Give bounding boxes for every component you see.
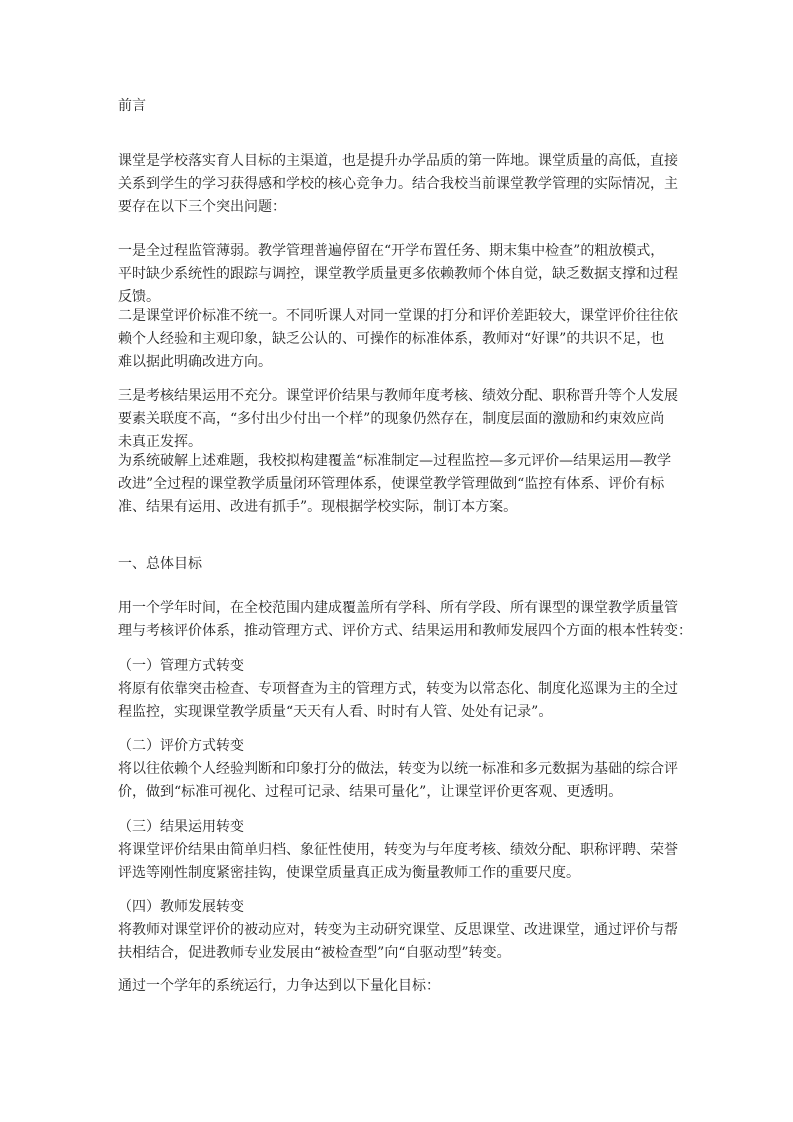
- intro-paragraph: [118, 150, 758, 219]
- section-1-intro: [118, 597, 758, 643]
- section-1-heading: [118, 553, 758, 576]
- problem-2-paragraph: [118, 305, 758, 374]
- text-line: 一是全过程监管薄弱。教学管理普遍停留在“开学布置任务、期末集中检查”的粗放模式，: [118, 243, 665, 259]
- text-line: 用一个学年时间，在全校范围内建成覆盖所有学科、所有学段、所有课型的课堂教学质量管: [118, 600, 678, 616]
- text-line: 要素关联度不高，“多付出少付出一个样”的现象仍然存在，制度层面的激励和约束效应尚: [118, 411, 665, 427]
- preface-heading: [118, 95, 758, 118]
- text-line: 难以据此明确改进方向。: [118, 354, 272, 370]
- item-heading: （三）结果运用转变: [118, 819, 244, 835]
- text-line: 将以往依赖个人经验判断和印象打分的做法，转变为以统一标准和多元数据为基础的综合评: [118, 761, 678, 777]
- goal-item-evaluation: [118, 735, 758, 804]
- text-line: 将教师对课堂评价的被动应对，转变为主动研究课堂、反思课堂、改进课堂，通过评价与帮: [118, 922, 678, 938]
- text-line: 反馈。: [118, 289, 160, 305]
- text-line: 为系统破解上述难题，我校拟构建覆盖“标准制定—过程监控—多元评价—结果运用—教学: [118, 453, 672, 469]
- text-line: 通过一个学年的系统运行，力争达到以下量化目标：: [118, 978, 440, 994]
- item-heading: （二）评价方式转变: [118, 738, 244, 754]
- text-line: 赖个人经验和主观印象，缺乏公认的、可操作的标准体系，教师对“好课”的共识不足，也: [118, 331, 665, 347]
- goal-item-results: [118, 816, 758, 885]
- heading-text: 一、总体目标: [118, 556, 202, 572]
- text-line: 准、结果有运用、改进有抓手”。现根据学校实际，制订本方案。: [118, 499, 518, 515]
- text-line: 二是课堂评价标准不统一。不同听课人对同一堂课的打分和评价差距较大，课堂评价往往依: [118, 308, 678, 324]
- heading-text: 前言: [118, 98, 146, 114]
- solution-paragraph: [118, 450, 758, 519]
- text-line: 关系到学生的学习获得感和学校的核心竞争力。结合我校当前课堂教学管理的实际情况，主: [118, 176, 678, 192]
- text-line: 平时缺少系统性的跟踪与调控，课堂教学质量更多依赖教师个体自觉，缺乏数据支撑和过程: [118, 266, 678, 282]
- closing-paragraph: [118, 975, 758, 998]
- text-line: 价，做到“标准可视化、过程可记录、结果可量化”，让课堂评价更客观、更透明。: [118, 784, 623, 800]
- goal-item-management: [118, 655, 758, 724]
- item-heading: （四）教师发展转变: [118, 899, 244, 915]
- text-line: 将课堂评价结果由简单归档、象征性使用，转变为与年度考核、绩效分配、职称评聘、荣誉: [118, 842, 678, 858]
- text-line: 改进”全过程的课堂教学质量闭环管理体系，使课堂教学管理做到“监控有体系、评价有标: [118, 476, 665, 492]
- text-line: 未真正发挥。: [118, 434, 202, 450]
- text-line: 课堂是学校落实育人目标的主渠道，也是提升办学品质的第一阵地。课堂质量的高低，直接: [118, 153, 678, 169]
- text-line: 程监控，实现课堂教学质量“天天有人看、时时有人管、处处有记录”。: [118, 704, 553, 720]
- text-line: 三是考核结果运用不充分。课堂评价结果与教师年度考核、绩效分配、职称晋升等个人发展: [118, 388, 678, 404]
- text-line: 将原有依靠突击检查、专项督查为主的管理方式，转变为以常态化、制度化巡课为主的全过: [118, 681, 678, 697]
- problem-1-paragraph: [118, 240, 758, 309]
- text-line: 理与考核评价体系，推动管理方式、评价方式、结果运用和教师发展四个方面的根本性转变：: [118, 623, 692, 639]
- text-line: 要存在以下三个突出问题：: [118, 199, 286, 215]
- problem-3-paragraph: [118, 385, 758, 454]
- text-line: 扶相结合，促进教师专业发展由“被检查型”向“自驱动型”转变。: [118, 945, 511, 961]
- text-line: 评选等刚性制度紧密挂钩，使课堂质量真正成为衡量教师工作的重要尺度。: [118, 865, 580, 881]
- goal-item-teacher-development: [118, 896, 758, 965]
- item-heading: （一）管理方式转变: [118, 658, 244, 674]
